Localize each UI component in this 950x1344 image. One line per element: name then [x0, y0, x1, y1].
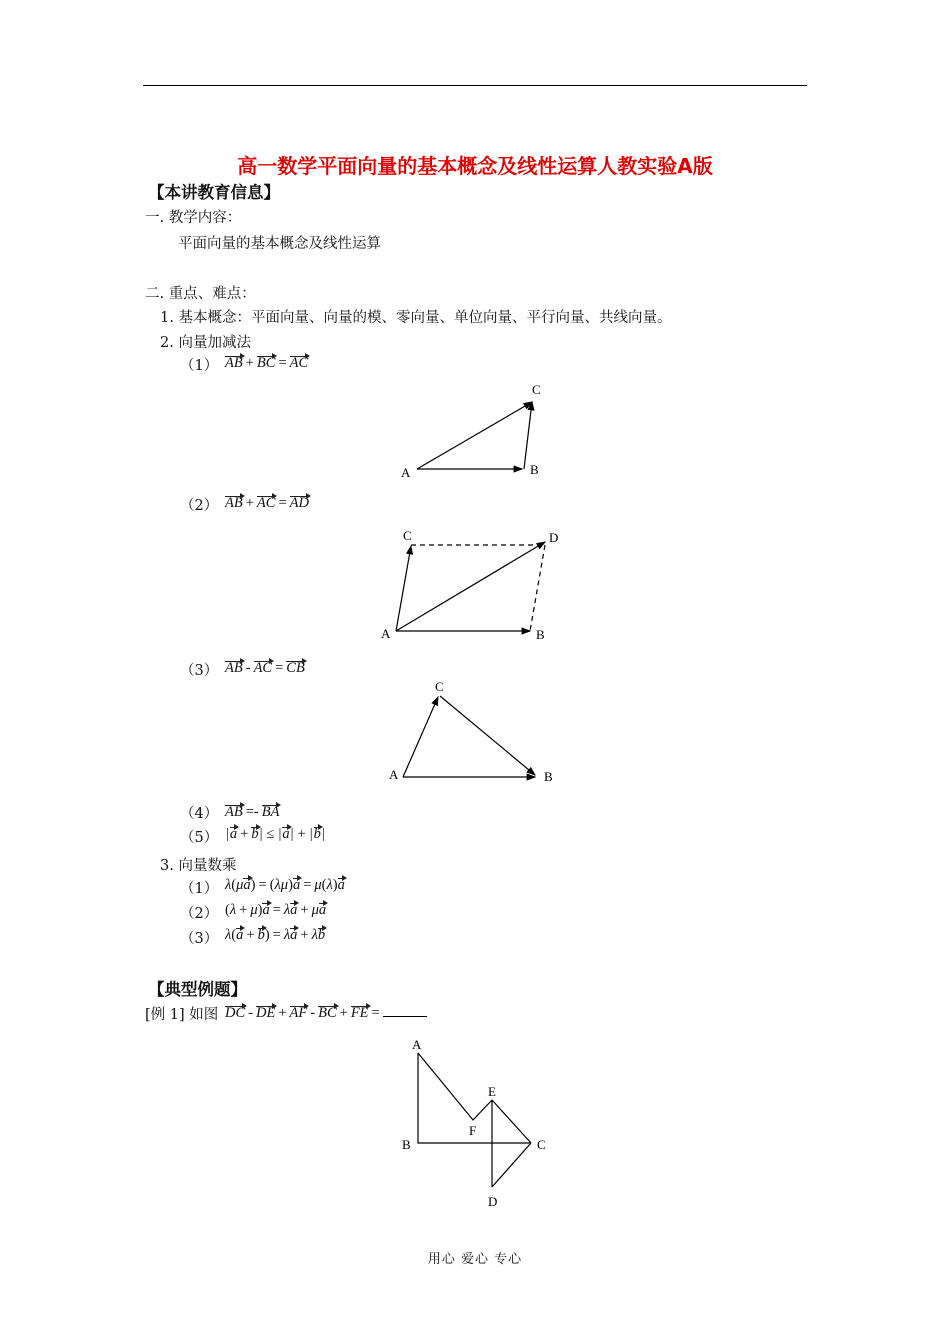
- point-label-c: C: [532, 382, 541, 397]
- formula-opposite-4: AB =- BA: [225, 804, 280, 820]
- formula-mult-assoc: λ(μa) = (λμ)a = μ(λ)a: [225, 877, 345, 893]
- formula-label-m1: （1）: [180, 881, 219, 897]
- point-label-c: C: [537, 1137, 546, 1152]
- answer-blank: [383, 1004, 427, 1017]
- formula-label-3: （3）: [180, 663, 219, 679]
- header-rule: [143, 85, 807, 86]
- vector-ac: [417, 402, 532, 469]
- example-1-figure: [398, 1035, 558, 1215]
- vector-add-sub-heading: 2. 向量加减法: [160, 335, 251, 351]
- point-label-c: C: [435, 679, 444, 694]
- point-label-d: D: [488, 1194, 498, 1209]
- parallelogram-diagram: [378, 524, 563, 646]
- point-label-e: E: [488, 1084, 496, 1099]
- point-label-a: A: [389, 767, 399, 782]
- triangle-diagram-1: [395, 378, 555, 482]
- page-footer: 用心 爱心 专心: [427, 1252, 523, 1267]
- vector-ac: [403, 697, 438, 777]
- point-label-a: A: [381, 626, 391, 641]
- content-text: 平面向量的基本概念及线性运算: [178, 236, 381, 252]
- formula-triangle-inequality: |a + b| ≤ |a| + |b|: [226, 826, 325, 842]
- formula-label-4: （4）: [180, 806, 219, 822]
- vector-ac: [396, 546, 411, 631]
- section-label-keypoints: 二. 重点、难点：: [145, 286, 256, 302]
- point-label-b: B: [544, 769, 553, 784]
- formula-sub-3: AB - AC = CB: [225, 660, 305, 676]
- vector-cb: [440, 696, 535, 775]
- point-label-a: A: [401, 465, 411, 480]
- example-1-expression: DC - DE + AF - BC + FE =: [225, 1004, 427, 1022]
- point-label-b: B: [530, 462, 539, 477]
- point-label-b: B: [402, 1137, 411, 1152]
- section-label-content: 一. 教学内容：: [145, 210, 242, 226]
- page-title: 高一数学平面向量的基本概念及线性运算人教实验A版: [237, 154, 713, 178]
- dashed-bd: [530, 545, 545, 631]
- point-label-c: C: [403, 528, 412, 543]
- vector-ad: [396, 542, 545, 631]
- formula-label-1: （1）: [180, 358, 219, 374]
- formula-mult-dist-2: λ(a + b) = λa + λb: [225, 927, 326, 943]
- point-label-b: B: [536, 627, 545, 642]
- section-header-info: 【本讲教育信息】: [148, 183, 280, 202]
- formula-add-2: AB + AC = AD: [225, 495, 309, 511]
- example-1-label: [例 1] 如图: [145, 1007, 219, 1023]
- point-label-d: D: [549, 530, 559, 545]
- scalar-mult-heading: 3. 向量数乘: [160, 858, 237, 874]
- triangle-diagram-3: [385, 676, 560, 788]
- section-header-examples: 【典型例题】: [148, 980, 247, 999]
- formula-add-1: AB + BC = AC: [225, 355, 309, 371]
- formula-label-2: （2）: [180, 498, 219, 514]
- formula-label-5: （5）: [180, 830, 219, 846]
- point-label-a: A: [412, 1037, 422, 1052]
- point-label-f: F: [469, 1123, 477, 1138]
- basic-concepts-text: 1. 基本概念：平面向量、向量的模、零向量、单位向量、平行向量、共线向量。: [160, 310, 672, 326]
- formula-label-m3: （3）: [180, 931, 219, 947]
- formula-mult-dist-1: (λ + μ)a = λa + μa: [225, 902, 327, 918]
- formula-label-m2: （2）: [180, 906, 219, 922]
- vector-bc: [524, 402, 532, 469]
